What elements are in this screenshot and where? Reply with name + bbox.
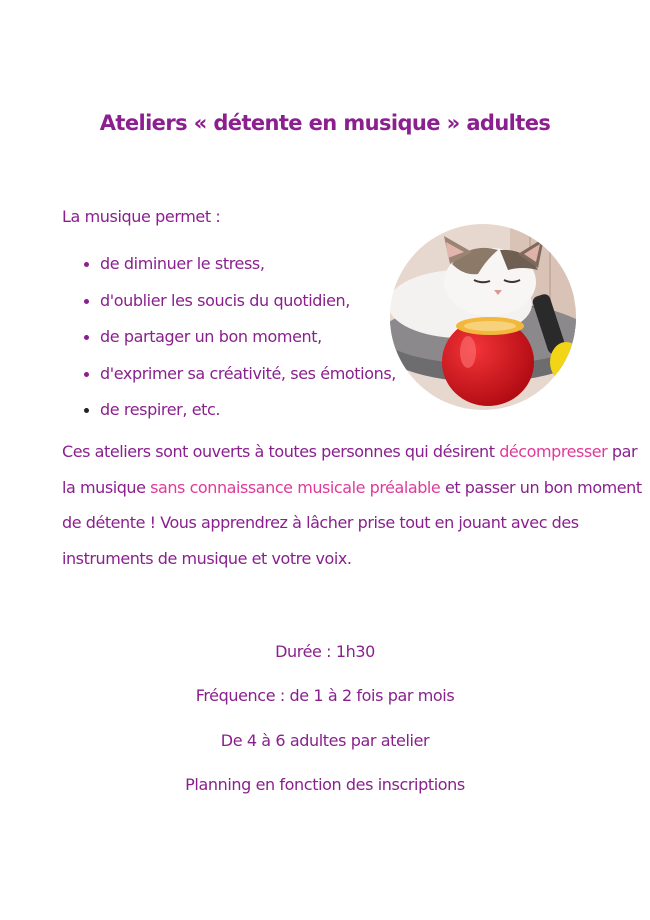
highlight-text: décompresser	[499, 442, 608, 461]
description-text: et passer un bon moment	[440, 477, 642, 497]
description-text: la musique	[62, 477, 151, 497]
bullet-icon	[84, 372, 89, 377]
bullet-icon	[84, 299, 89, 304]
list-item-text: d'oublier les soucis du quotidien,	[100, 290, 350, 310]
intro-text: La musique permet :	[62, 207, 221, 226]
list-item	[80, 246, 396, 283]
list-item	[80, 392, 396, 429]
list-item-text: de diminuer le stress,	[100, 254, 265, 273]
description-text: Ces ateliers sont ouverts à toutes personnes qui désirent	[62, 442, 500, 461]
description-line: instruments de musique et votre voix.	[62, 548, 352, 568]
duration-text: Durée : 1h30	[275, 642, 375, 661]
description-line	[62, 470, 642, 506]
bullet-icon	[84, 408, 89, 413]
description-line	[62, 434, 638, 470]
list-item	[80, 356, 396, 393]
group-size-text: De 4 à 6 adultes par atelier	[220, 731, 430, 750]
bullet-icon	[84, 262, 89, 267]
description-text: par	[607, 442, 638, 461]
bullet-icon	[84, 335, 89, 340]
list-item-text: de respirer, etc.	[100, 400, 221, 419]
description-paragraph	[62, 434, 642, 576]
frequency-text: Fréquence : de 1 à 2 fois par mois	[195, 686, 455, 705]
planning-text: Planning en fonction des inscriptions	[185, 775, 465, 794]
list-item	[80, 283, 396, 320]
highlight-text: sans connaissance musicale préalable	[150, 477, 441, 497]
list-item	[80, 319, 396, 356]
list-item-text: de partager un bon moment,	[100, 327, 322, 346]
page-title: Ateliers « détente en musique » adultes	[99, 111, 551, 135]
cat-photo	[390, 224, 576, 410]
description-line: de détente ! Vous apprendrez à lâcher prise tout en jouant avec des	[62, 513, 579, 532]
benefits-list	[80, 246, 396, 429]
list-item-text: d'exprimer sa créativité, ses émotions,	[100, 363, 396, 383]
cat-with-apple-photo-icon	[390, 224, 576, 410]
